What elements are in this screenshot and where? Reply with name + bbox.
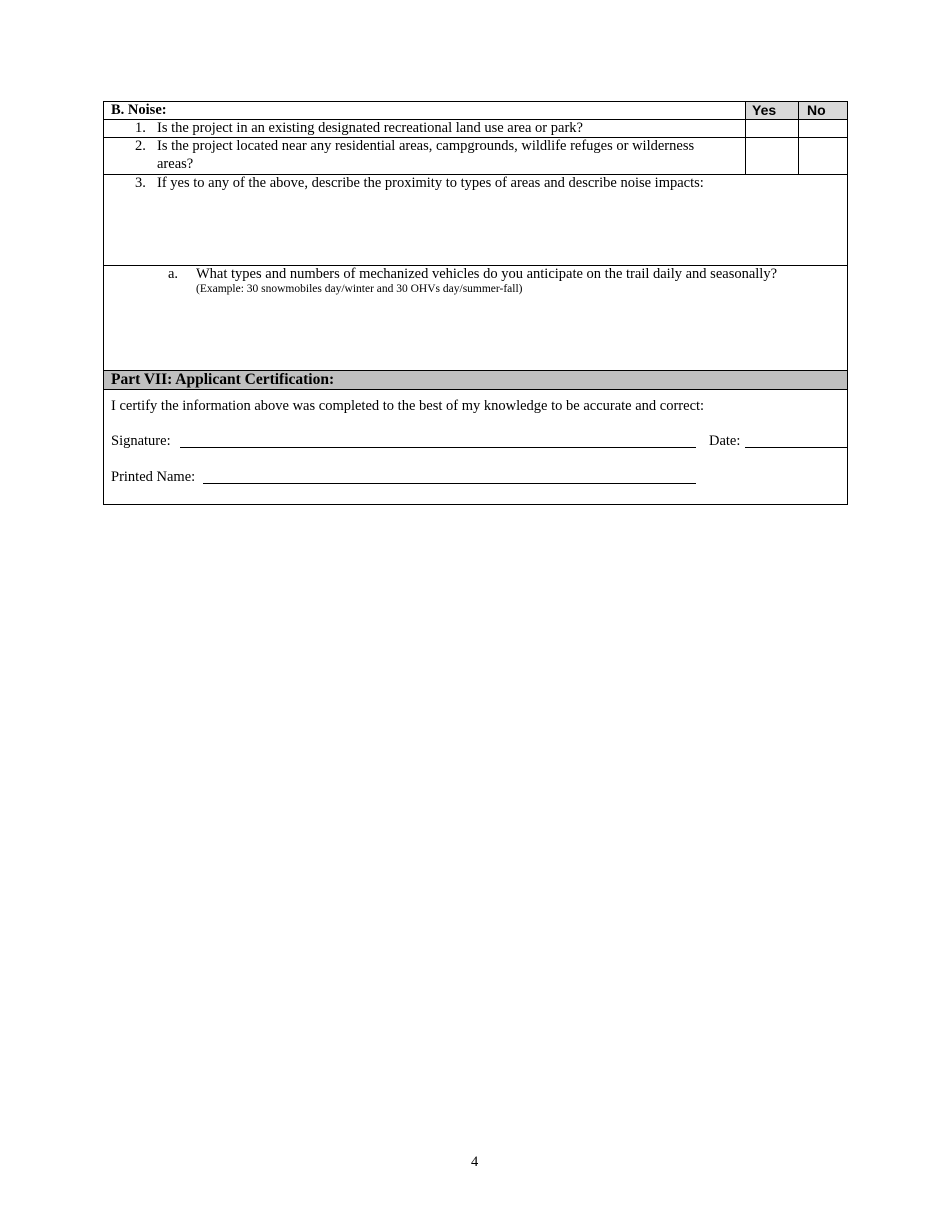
qa-answer-area[interactable] bbox=[104, 300, 847, 369]
section-b-title: B. Noise: bbox=[111, 102, 167, 118]
q1-no-cell[interactable] bbox=[799, 120, 847, 137]
q1-yes-cell[interactable] bbox=[746, 120, 798, 137]
q2-no-cell[interactable] bbox=[799, 138, 847, 174]
qa-number: a. bbox=[168, 266, 179, 282]
date-line[interactable] bbox=[745, 447, 847, 448]
q1-number: 1. bbox=[135, 120, 146, 136]
date-label: Date: bbox=[709, 433, 741, 449]
q3-answer-area[interactable] bbox=[104, 194, 847, 264]
yes-column-header: Yes bbox=[752, 102, 777, 118]
certification-statement: I certify the information above was completed to the best of my knowledge to be accurate and correct: bbox=[111, 398, 705, 414]
no-column-header: No bbox=[807, 102, 826, 118]
q3-text: If yes to any of the above, describe the proximity to types of areas and describe noise impacts: bbox=[157, 175, 704, 191]
printed-name-label: Printed Name: bbox=[111, 469, 196, 485]
q3-number: 3. bbox=[135, 175, 146, 191]
qa-text: What types and numbers of mechanized vehicles do you anticipate on the trail daily and seasonally? bbox=[196, 266, 778, 282]
q2-number: 2. bbox=[135, 138, 146, 154]
q1-text: Is the project in an existing designated recreational land use area or park? bbox=[157, 120, 583, 136]
page-number: 4 bbox=[471, 1154, 479, 1170]
q2-text: Is the project located near any residential areas, campgrounds, wildlife refuges or wilderness bbox=[157, 138, 695, 154]
printed-name-line[interactable] bbox=[203, 483, 696, 484]
qa-example: (Example: 30 snowmobiles day/winter and 30 OHVs day/summer-fall) bbox=[196, 283, 523, 295]
q2-text-cont: areas? bbox=[157, 156, 194, 172]
signature-line[interactable] bbox=[180, 447, 696, 448]
q2-yes-cell[interactable] bbox=[746, 138, 798, 174]
signature-label: Signature: bbox=[111, 433, 171, 449]
part7-title: Part VII: Applicant Certification: bbox=[111, 371, 335, 388]
